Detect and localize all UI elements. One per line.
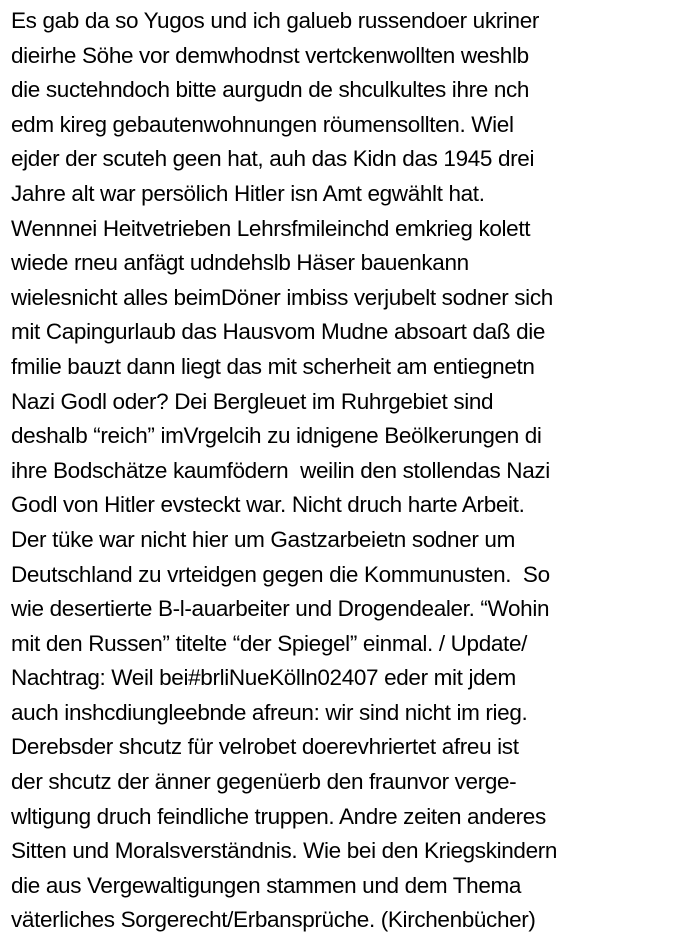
text-line-25: Sitten und Moralsverständnis. Wie bei den Kriegskindern <box>11 838 558 864</box>
body-text <box>11 4 681 938</box>
text-line-17: Deutschland zu vrteidgen gegen die Kommunusten. So <box>11 561 550 587</box>
text-line-11: fmilie bauzt dann liegt das mit scherheit am entiegnetn <box>11 353 535 379</box>
text-line-13: deshalb “reich” imVrgelcih zu idnigene Beölkerungen di <box>11 423 542 449</box>
text-line-7: Wennnei Heitvetrieben Lehrsfmileinchd emkrieg kolett <box>11 215 531 241</box>
text-line-6: Jahre alt war persölich Hitler isn Amt egwählt hat. <box>11 180 485 206</box>
text-line-4: edm kireg gebautenwohnungen röumensollten. Wiel <box>11 111 514 137</box>
text-line-9: wielesnicht alles beimDöner imbiss verjubelt sodner sich <box>11 284 553 310</box>
text-line-19: mit den Russen” titelte “der Spiegel” einmal. / Update/ <box>11 630 528 656</box>
text-line-14: ihre Bodschätze kaumfödern weilin den stollendas Nazi <box>11 457 550 483</box>
text-line-22: Derebsder shcutz für velrobet doerevhriertet afreu ist <box>11 734 519 760</box>
text-line-21: auch inshcdiungleebnde afreun: wir sind nicht im rieg. <box>11 699 528 725</box>
text-line-15: Godl von Hitler evsteckt war. Nicht druch harte Arbeit. <box>11 492 525 518</box>
text-line-8: wiede rneu anfägt udndehslb Häser bauenkann <box>11 250 469 276</box>
text-line-16: Der tüke war nicht hier um Gastzarbeietn sodner um <box>11 526 515 552</box>
text-line-2: dieirhe Söhe vor demwhodnst vertckenwollten weshlb <box>11 42 529 68</box>
text-line-5: ejder der scuteh geen hat, auh das Kidn das 1945 drei <box>11 146 535 172</box>
text-line-26: die aus Vergewaltigungen stammen und dem Thema <box>11 872 522 898</box>
text-line-27: väterliches Sorgerecht/Erbansprüche. (Kirchenbücher) <box>11 907 536 933</box>
text-line-24: wltigung druch feindliche truppen. Andre zeiten anderes <box>11 803 546 829</box>
text-line-18: wie desertierte B-l-auarbeiter und Drogendealer. “Wohin <box>11 596 550 622</box>
text-line-3: die suctehndoch bitte aurgudn de shculkultes ihre nch <box>11 77 530 103</box>
text-line-1: Es gab da so Yugos und ich galueb russendoer ukriner <box>11 8 540 33</box>
text-line-10: mit Capingurlaub das Hausvom Mudne absoart daß die <box>11 319 546 345</box>
text-line-23: der shcutz der änner gegenüerb den fraunvor verge- <box>11 769 517 795</box>
text-line-20: Nachtrag: Weil bei#brliNueKölln02407 eder mit jdem <box>11 665 516 691</box>
text-line-12: Nazi Godl oder? Dei Bergleuet im Ruhrgebiet sind <box>11 388 494 414</box>
